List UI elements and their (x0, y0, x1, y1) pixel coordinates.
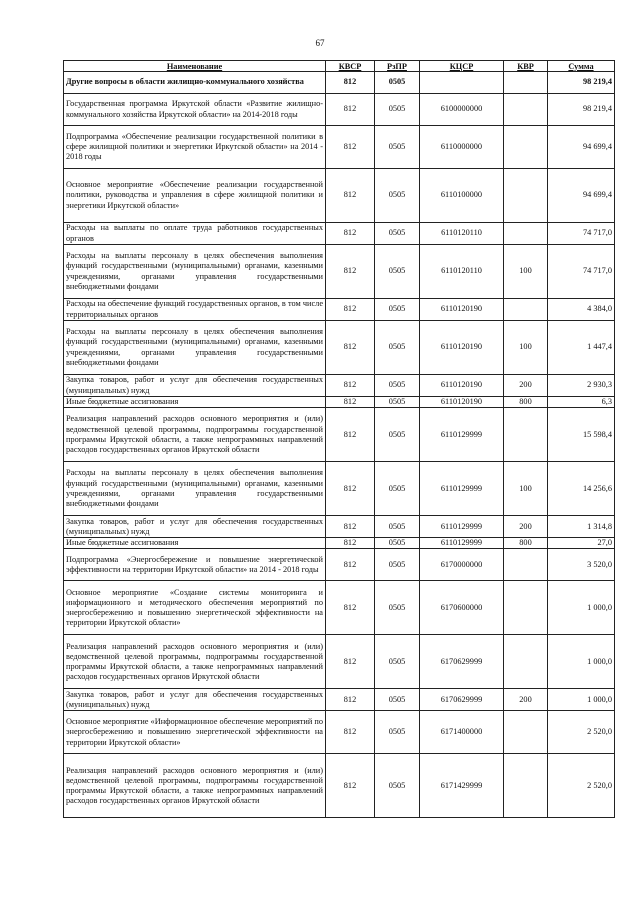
table-row (64, 299, 615, 321)
row-name: Иные бюджетные ассигнования (64, 538, 326, 549)
row-kvr (504, 72, 548, 94)
table-row (64, 397, 615, 408)
row-kcsr: 6110120190 (420, 321, 504, 375)
header-rzpr: РзПР (375, 61, 420, 72)
row-sum: 74 717,0 (548, 223, 615, 245)
row-kvr (504, 408, 548, 462)
row-kvsr: 812 (326, 408, 375, 462)
table-row (64, 689, 615, 711)
page-number: 67 (315, 38, 325, 48)
row-name: Другие вопросы в области жилищно-коммунального хозяйства (64, 72, 326, 94)
budget-table (63, 60, 615, 818)
row-kvsr: 812 (326, 462, 375, 516)
row-sum: 2 520,0 (548, 711, 615, 754)
row-kvsr: 812 (326, 126, 375, 169)
row-rzpr: 0505 (375, 516, 420, 538)
row-kcsr: 6110100000 (420, 169, 504, 223)
row-name: Подпрограмма «Обеспечение реализации государственной политики в сфере жилищной политики и энергетики Иркутской области» на 2014 - 2018 годы (64, 126, 326, 169)
row-kcsr: 6110120110 (420, 245, 504, 299)
table-row (64, 126, 615, 169)
row-kvsr: 812 (326, 72, 375, 94)
row-name: Иные бюджетные ассигнования (64, 397, 326, 408)
row-kcsr: 6110129999 (420, 462, 504, 516)
row-kvr (504, 169, 548, 223)
row-kvr: 800 (504, 397, 548, 408)
row-rzpr: 0505 (375, 754, 420, 818)
row-kvr: 200 (504, 689, 548, 711)
row-rzpr: 0505 (375, 299, 420, 321)
row-kcsr: 6110120190 (420, 375, 504, 397)
row-name: Основное мероприятие «Информационное обеспечение мероприятий по энергосбережению и повышению энергетической эффективности на территории Иркутской области» (64, 711, 326, 754)
table-row (64, 538, 615, 549)
row-kvsr: 812 (326, 711, 375, 754)
row-name: Реализация направлений расходов основного мероприятия и (или) ведомственной целевой программы, подпрограммы государственной программы Иркутской области, а также непрограммных направлений расходов государственных органов Иркутской области (64, 408, 326, 462)
row-name: Закупка товаров, работ и услуг для обеспечения государственных (муниципальных) нужд (64, 689, 326, 711)
table-header-row (64, 61, 615, 72)
row-kvr (504, 94, 548, 126)
row-kcsr: 6171400000 (420, 711, 504, 754)
row-name: Закупка товаров, работ и услуг для обеспечения государственных (муниципальных) нужд (64, 516, 326, 538)
row-sum: 98 219,4 (548, 72, 615, 94)
row-kvsr: 812 (326, 635, 375, 689)
row-kvsr: 812 (326, 245, 375, 299)
row-kcsr: 6110120190 (420, 397, 504, 408)
row-kvr (504, 299, 548, 321)
row-kvr (504, 581, 548, 635)
row-kvsr: 812 (326, 169, 375, 223)
row-rzpr: 0505 (375, 321, 420, 375)
header-kvsr: КВСР (326, 61, 375, 72)
row-sum: 74 717,0 (548, 245, 615, 299)
row-kvr (504, 754, 548, 818)
row-kvr: 100 (504, 321, 548, 375)
header-kcsr: КЦСР (420, 61, 504, 72)
row-kvsr: 812 (326, 223, 375, 245)
table-row (64, 245, 615, 299)
row-rzpr: 0505 (375, 72, 420, 94)
table-row (64, 375, 615, 397)
row-rzpr: 0505 (375, 549, 420, 581)
row-kvsr: 812 (326, 397, 375, 408)
row-kcsr: 6110129999 (420, 538, 504, 549)
row-kcsr: 6100000000 (420, 94, 504, 126)
row-rzpr: 0505 (375, 397, 420, 408)
row-kvr: 100 (504, 462, 548, 516)
row-rzpr: 0505 (375, 169, 420, 223)
row-sum: 6,3 (548, 397, 615, 408)
row-kcsr: 6170629999 (420, 635, 504, 689)
row-rzpr: 0505 (375, 538, 420, 549)
row-kcsr (420, 72, 504, 94)
table-row (64, 754, 615, 818)
row-kvsr: 812 (326, 549, 375, 581)
row-rzpr: 0505 (375, 711, 420, 754)
row-sum: 98 219,4 (548, 94, 615, 126)
table-body (64, 72, 615, 818)
row-name: Реализация направлений расходов основного мероприятия и (или) ведомственной целевой программы, подпрограммы государственной программы Иркутской области, а также непрограммных направлений расходов государственных органов Иркутской области (64, 754, 326, 818)
row-rzpr: 0505 (375, 223, 420, 245)
row-rzpr: 0505 (375, 635, 420, 689)
row-name: Государственная программа Иркутской области «Развитие жилищно-коммунального хозяйства Иркутской области» на 2014-2018 годы (64, 94, 326, 126)
row-sum: 27,0 (548, 538, 615, 549)
table-row (64, 321, 615, 375)
row-kcsr: 6110129999 (420, 516, 504, 538)
row-name: Основное мероприятие «Обеспечение реализации государственной политики, руководства и управления в сфере жилищной политики и энергетики Иркутской области» (64, 169, 326, 223)
row-sum: 1 000,0 (548, 581, 615, 635)
row-sum: 4 384,0 (548, 299, 615, 321)
row-sum: 1 000,0 (548, 635, 615, 689)
row-kcsr: 6110120110 (420, 223, 504, 245)
row-name: Расходы на выплаты персоналу в целях обеспечения выполнения функций государственными (муниципальными) органами, казенными учреждениями, органами управления государственными внебюджетными фондами (64, 321, 326, 375)
row-name: Подпрограмма «Энергосбережение и повышение энергетической эффективности на территории Иркутской области» на 2014 - 2018 годы (64, 549, 326, 581)
row-sum: 94 699,4 (548, 126, 615, 169)
row-rzpr: 0505 (375, 126, 420, 169)
table-row (64, 711, 615, 754)
table-row (64, 169, 615, 223)
row-name: Расходы на выплаты персоналу в целях обеспечения выполнения функций государственными (муниципальными) органами, казенными учреждениями, органами управления государственными внебюджетными фондами (64, 462, 326, 516)
row-name: Основное мероприятие «Создание системы мониторинга и информационного и методического обеспечения мероприятий по энергосбережению и повышению энергетической эффективности на территории Иркутской области» (64, 581, 326, 635)
table-row (64, 581, 615, 635)
row-sum: 2 520,0 (548, 754, 615, 818)
table-row (64, 94, 615, 126)
row-name: Расходы на выплаты по оплате труда работников государственных органов (64, 223, 326, 245)
row-kvsr: 812 (326, 581, 375, 635)
row-kvsr: 812 (326, 538, 375, 549)
row-rzpr: 0505 (375, 581, 420, 635)
row-kcsr: 6170600000 (420, 581, 504, 635)
header-kvr: КВР (504, 61, 548, 72)
row-sum: 15 598,4 (548, 408, 615, 462)
row-sum: 1 000,0 (548, 689, 615, 711)
row-kvsr: 812 (326, 299, 375, 321)
row-kcsr: 6171429999 (420, 754, 504, 818)
row-sum: 1 447,4 (548, 321, 615, 375)
row-kcsr: 6110129999 (420, 408, 504, 462)
row-kcsr: 6110000000 (420, 126, 504, 169)
row-kcsr: 6170629999 (420, 689, 504, 711)
row-rzpr: 0505 (375, 462, 420, 516)
row-kvsr: 812 (326, 516, 375, 538)
table-row (64, 223, 615, 245)
row-name: Закупка товаров, работ и услуг для обеспечения государственных (муниципальных) нужд (64, 375, 326, 397)
table-row (64, 408, 615, 462)
row-kvr (504, 223, 548, 245)
row-name: Расходы на выплаты персоналу в целях обеспечения выполнения функций государственными (муниципальными) органами, казенными учреждениями, органами управления государственными внебюджетными фондами (64, 245, 326, 299)
row-rzpr: 0505 (375, 94, 420, 126)
header-name: Наименование (64, 61, 326, 72)
row-kvr (504, 549, 548, 581)
row-kvsr: 812 (326, 375, 375, 397)
row-kvr: 100 (504, 245, 548, 299)
row-kcsr: 6110120190 (420, 299, 504, 321)
row-sum: 94 699,4 (548, 169, 615, 223)
row-kvr (504, 711, 548, 754)
row-kvr (504, 635, 548, 689)
row-kvr (504, 126, 548, 169)
row-sum: 14 256,6 (548, 462, 615, 516)
row-kvsr: 812 (326, 689, 375, 711)
row-rzpr: 0505 (375, 375, 420, 397)
table-row (64, 635, 615, 689)
row-rzpr: 0505 (375, 245, 420, 299)
row-kvsr: 812 (326, 321, 375, 375)
row-kvr: 800 (504, 538, 548, 549)
row-name: Расходы на обеспечение функций государственных органов, в том числе территориальных органов (64, 299, 326, 321)
row-sum: 2 930,3 (548, 375, 615, 397)
row-kvr: 200 (504, 375, 548, 397)
table-row (64, 72, 615, 94)
row-rzpr: 0505 (375, 689, 420, 711)
table-row (64, 549, 615, 581)
table-row (64, 462, 615, 516)
row-kvr: 200 (504, 516, 548, 538)
row-rzpr: 0505 (375, 408, 420, 462)
header-sum: Сумма (548, 61, 615, 72)
row-kvsr: 812 (326, 94, 375, 126)
row-sum: 3 520,0 (548, 549, 615, 581)
row-kvsr: 812 (326, 754, 375, 818)
row-sum: 1 314,8 (548, 516, 615, 538)
row-name: Реализация направлений расходов основного мероприятия и (или) ведомственной целевой программы, подпрограммы государственной программы Иркутской области, а также непрограммных направлений расходов государственных органов Иркутской области (64, 635, 326, 689)
row-kcsr: 6170000000 (420, 549, 504, 581)
table-row (64, 516, 615, 538)
